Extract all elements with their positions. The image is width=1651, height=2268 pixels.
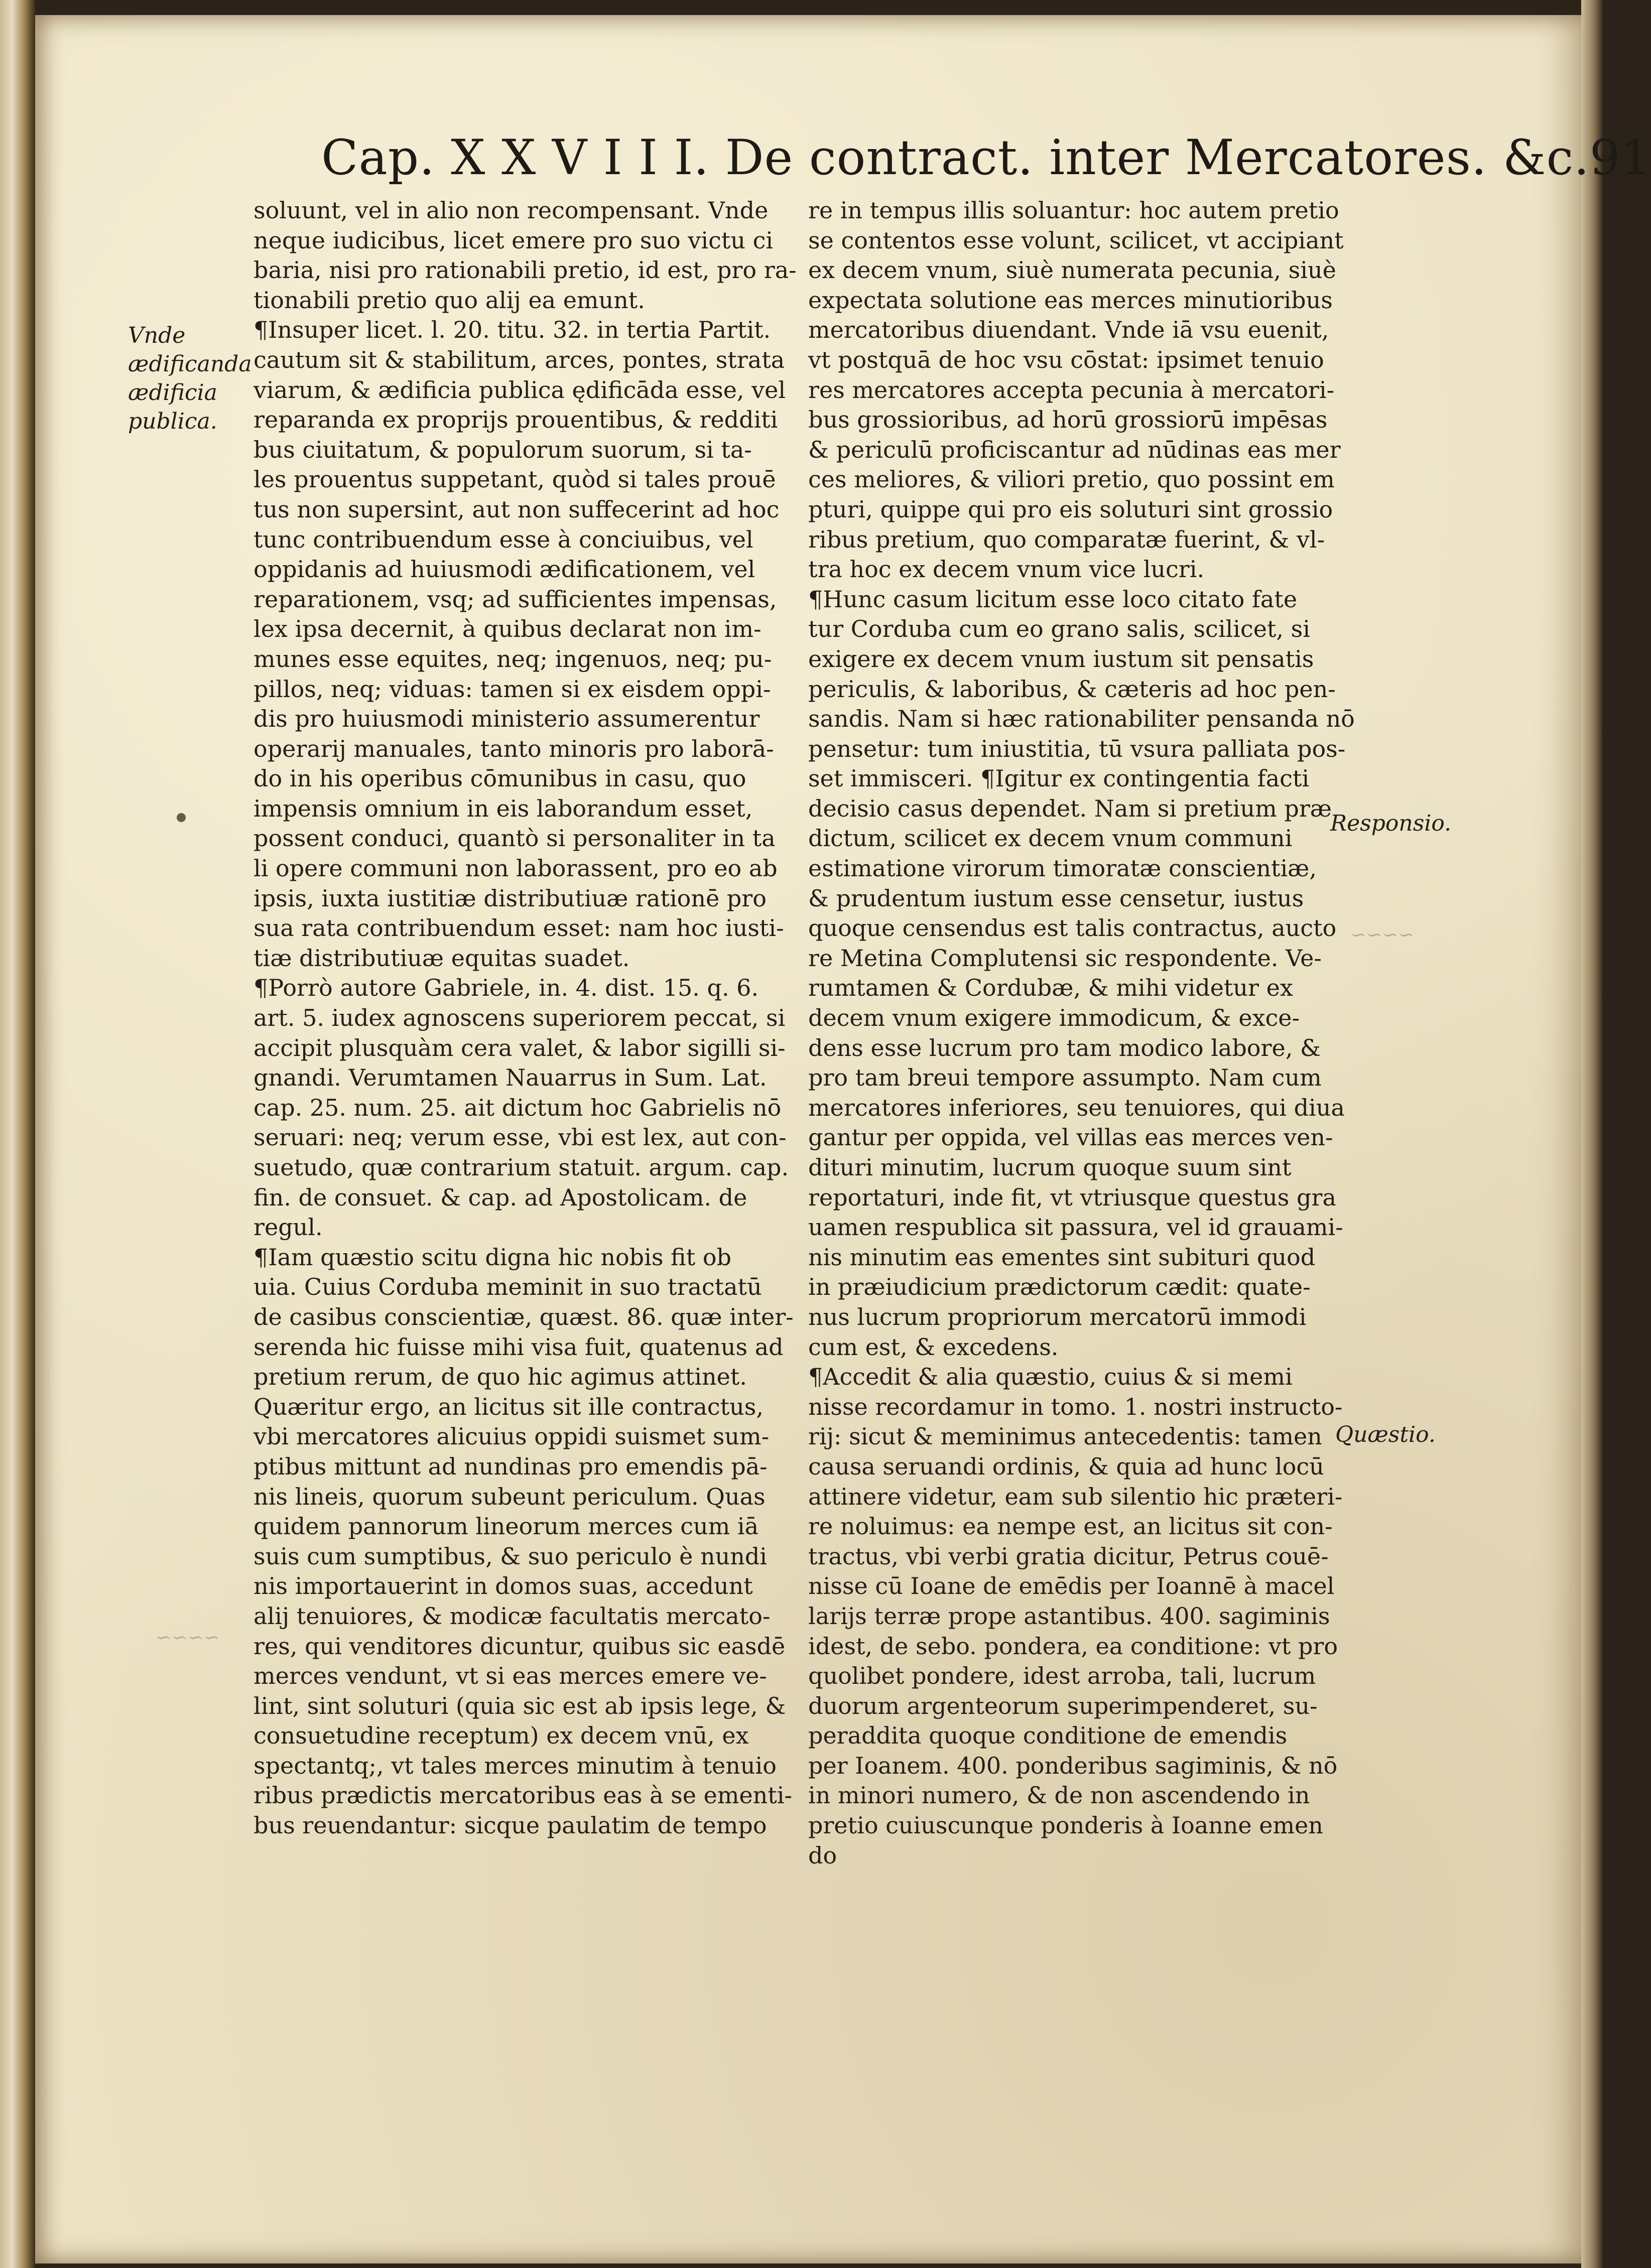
- text-line: bus grossioribus, ad horū grossiorū impēsas: [808, 406, 1328, 434]
- text-line: ribus pretium, quo comparatæ fuerint, & vl-: [808, 525, 1325, 553]
- text-line: pillos, neq; viduas: tamen si ex eisdem oppi-: [253, 675, 771, 703]
- text-line: ¶Insuper licet. l. 20. titu. 32. in tertia Partit.: [253, 316, 771, 344]
- text-line: in minori numero, & de non ascendendo in: [808, 1782, 1310, 1809]
- text-line: rij: sicut & meminimus antecedentis: tamen: [808, 1423, 1322, 1450]
- text-line: quoque censendus est talis contractus, aucto: [808, 914, 1337, 942]
- text-line: reportaturi, inde fit, vt vtriusque questus gra: [808, 1183, 1336, 1211]
- text-line: accipit plusquàm cera valet, & labor sigilli si-: [253, 1034, 786, 1061]
- running-head: Cap. X X V I I I. De contract. inter Mercatores. &c.: [321, 129, 1590, 186]
- text-line: li opere communi non laborassent, pro eo ab: [253, 855, 778, 882]
- text-line: baria, nisi pro rationabili pretio, id est, pro ra-: [253, 256, 797, 284]
- text-line: nis lineis, quorum subeunt periculum. Quas: [253, 1483, 766, 1510]
- text-line: sua rata contribuendum esset: nam hoc iusti-: [253, 914, 784, 942]
- text-line: pretium rerum, de quo hic agimus attinet.: [253, 1363, 747, 1391]
- text-line: causa seruandi ordinis, & quia ad hunc locū: [808, 1452, 1324, 1480]
- ink-offset-mark: ~~~~: [156, 1626, 220, 1648]
- text-line: se contentos esse volunt, scilicet, vt accipiant: [808, 226, 1344, 254]
- text-line: & prudentum iustum esse censetur, iustus: [808, 884, 1304, 912]
- text-line: estimatione virorum timoratæ conscientiæ,: [808, 855, 1317, 882]
- text-line: tiæ distributiuæ equitas suadet.: [253, 944, 630, 972]
- text-line: ces meliores, & viliori pretio, quo possint em: [808, 466, 1335, 493]
- text-line: quidem pannorum lineorum merces cum iā: [253, 1513, 759, 1540]
- text-line: bus ciuitatum, & populorum suorum, si ta-: [253, 436, 752, 463]
- text-line: dens esse lucrum pro tam modico labore, &: [808, 1034, 1321, 1061]
- text-line: peraddita quoque conditione de emendis: [808, 1722, 1288, 1750]
- text-line: gnandi. Verumtamen Nauarrus in Sum. Lat.: [253, 1064, 767, 1092]
- text-line: do: [808, 1841, 837, 1869]
- text-line: vbi mercatores alicuius oppidi suismet sum-: [253, 1423, 770, 1450]
- text-line: tractus, vbi verbi gratia dicitur, Petrus couē-: [808, 1542, 1329, 1570]
- text-line: spectantq;, vt tales merces minutim à tenuio: [253, 1752, 777, 1779]
- text-line: expectata solutione eas merces minutioribus: [808, 286, 1333, 314]
- text-line: lex ipsa decernit, à quibus declarat non im-: [253, 615, 761, 643]
- text-line: re in tempus illis soluantur: hoc autem pretio: [808, 197, 1339, 224]
- text-line: seruari: neq; verum esse, vbi est lex, aut con-: [253, 1124, 787, 1151]
- text-line: cap. 25. num. 25. ait dictum hoc Gabrielis nō: [253, 1094, 782, 1121]
- text-line: reparanda ex proprijs prouentibus, & redditi: [253, 406, 778, 434]
- text-line: nus lucrum propriorum mercatorū immodi: [808, 1303, 1307, 1330]
- text-line: dituri minutim, lucrum quoque suum sint: [808, 1154, 1292, 1181]
- text-line: pretio cuiuscunque ponderis à Ioanne emen: [808, 1812, 1323, 1839]
- text-line: pturi, quippe qui pro eis soluturi sint grossio: [808, 495, 1333, 523]
- text-line: serenda hic fuisse mihi visa fuit, quatenus ad: [253, 1333, 784, 1361]
- text-line: ¶Iam quæstio scitu digna hic nobis fit ob: [253, 1243, 731, 1271]
- text-line: do in his operibus cōmunibus in casu, quo: [253, 765, 746, 792]
- text-line: quolibet pondere, idest arroba, tali, lucrum: [808, 1662, 1316, 1690]
- text-line: consuetudine receptum) ex decem vnū, ex: [253, 1722, 749, 1750]
- text-line: bus reuendantur: sicque paulatim de tempo: [253, 1812, 767, 1839]
- text-line: per Ioanem. 400. ponderibus sagiminis, & nō: [808, 1752, 1338, 1779]
- text-line: vt postquā de hoc vsu cōstat: ipsimet tenuio: [808, 346, 1324, 373]
- text-line: re noluimus: ea nempe est, an licitus sit con-: [808, 1513, 1333, 1540]
- text-line: alij tenuiores, & modicæ facultatis mercato-: [253, 1602, 771, 1630]
- text-line: pro tam breui tempore assumpto. Nam cum: [808, 1064, 1322, 1092]
- text-line: fin. de consuet. & cap. ad Apostolicam. de: [253, 1183, 747, 1211]
- folio-number: 91: [1589, 129, 1651, 186]
- text-line: nis importauerint in domos suas, accedunt: [253, 1572, 753, 1600]
- text-line: nis minutim eas ementes sint subituri quod: [808, 1243, 1316, 1271]
- text-line: impensis omnium in eis laborandum esset,: [253, 794, 753, 822]
- text-line: les prouentus suppetant, quòd si tales prouē: [253, 466, 776, 493]
- text-line: ¶Hunc casum licitum esse loco citato fate: [808, 585, 1298, 613]
- margin-note: Vnde ædificanda ædificia publica.: [128, 323, 252, 434]
- text-line: Quæritur ergo, an licitus sit ille contractus,: [253, 1393, 764, 1420]
- text-line: larijs terræ prope astantibus. 400. sagiminis: [808, 1602, 1330, 1630]
- text-line: decem vnum exigere immodicum, & exce-: [808, 1004, 1300, 1032]
- text-line: ex decem vnum, siuè numerata pecunia, siuè: [808, 256, 1336, 284]
- text-line: ipsis, iuxta iustitiæ distributiuæ rationē pro: [253, 884, 767, 912]
- text-line: suis cum sumptibus, & suo periculo è nundi: [253, 1542, 768, 1570]
- text-line: operarij manuales, tanto minoris pro laborā-: [253, 735, 774, 762]
- text-line: decisio casus dependet. Nam si pretium præ: [808, 794, 1332, 822]
- right-text-column: [808, 196, 1355, 1871]
- text-line: in præiudicium prædictorum cædit: quate-: [808, 1273, 1311, 1301]
- text-line: mercatoribus diuendant. Vnde iā vsu euenit,: [808, 316, 1329, 344]
- text-line: dictum, scilicet ex decem vnum communi: [808, 825, 1293, 852]
- text-line: tunc contribuendum esse à conciuibus, vel: [253, 525, 753, 553]
- text-line: art. 5. iudex agnoscens superiorem peccat, si: [253, 1004, 786, 1032]
- text-line: re Metina Complutensi sic respondente. Ve-: [808, 944, 1322, 972]
- text-line: rumtamen & Cordubæ, & mihi videtur ex: [808, 974, 1293, 1002]
- text-line: attinere videtur, eam sub silentio hic præteri-: [808, 1483, 1343, 1510]
- text-line: tionabili pretio quo alij ea emunt.: [253, 286, 645, 314]
- text-line: possent conduci, quantò si personaliter in ta: [253, 825, 776, 852]
- text-line: cum est, & excedens.: [808, 1333, 1059, 1361]
- text-line: suetudo, quæ contrarium statuit. argum. cap.: [253, 1154, 789, 1181]
- text-line: mercatores inferiores, seu tenuiores, qui diua: [808, 1094, 1345, 1121]
- text-line: tur Corduba cum eo grano salis, scilicet, si: [808, 615, 1310, 643]
- text-line: de casibus conscientiæ, quæst. 86. quæ inter-: [253, 1303, 794, 1330]
- text-line: oppidanis ad huiusmodi ædificationem, vel: [253, 556, 755, 583]
- text-line: lint, sint soluturi (quia sic est ab ipsis lege, &: [253, 1692, 786, 1719]
- text-line: sandis. Nam si hæc rationabiliter pensanda nō: [808, 705, 1355, 733]
- page-header: [321, 125, 1651, 186]
- left-text-column: [253, 196, 797, 1841]
- text-line: nisse recordamur in tomo. 1. nostri instructo-: [808, 1393, 1343, 1420]
- text-line: nisse cū Ioane de emēdis per Ioannē à macel: [808, 1572, 1335, 1600]
- text-line: munes esse equites, neq; ingenuos, neq; pu-: [253, 645, 772, 673]
- text-line: cautum sit & stabilitum, arces, pontes, strata: [253, 346, 785, 373]
- text-line: neque iudicibus, licet emere pro suo victu ci: [253, 226, 774, 254]
- text-line: uamen respublica sit passura, vel id grauami-: [808, 1214, 1343, 1241]
- text-line: soluunt, vel in alio non recompensant. Vnde: [253, 197, 769, 224]
- margin-note: Quæstio.: [1335, 1422, 1436, 1447]
- text-line: res mercatores accepta pecunia à mercatori-: [808, 376, 1335, 404]
- text-line: uia. Cuius Corduba meminit in suo tractatū: [253, 1273, 762, 1301]
- text-line: ribus prædictis mercatoribus eas à se ementi-: [253, 1782, 793, 1809]
- text-line: gantur per oppida, vel villas eas merces ven-: [808, 1124, 1333, 1151]
- text-line: reparationem, vsq; ad sufficientes impensas,: [253, 585, 777, 613]
- text-line: periculis, & laboribus, & cæteris ad hoc pen-: [808, 675, 1336, 703]
- margin-note: Responsio.: [1330, 811, 1452, 836]
- ink-offset-mark: ~~~~: [1350, 923, 1415, 946]
- text-line: exigere ex decem vnum iustum sit pensatis: [808, 645, 1314, 673]
- ink-speck: [177, 813, 186, 822]
- text-line: regul.: [253, 1214, 323, 1241]
- text-line: ptibus mittunt ad nundinas pro emendis pā-: [253, 1452, 768, 1480]
- text-line: set immisceri. ¶Igitur ex contingentia facti: [808, 765, 1310, 792]
- page-edge: [1581, 0, 1602, 2268]
- text-line: ¶Accedit & alia quæstio, cuius & si memi: [808, 1363, 1293, 1391]
- book-spine: [0, 0, 35, 2268]
- text-line: & periculū proficiscantur ad nūdinas eas mer: [808, 436, 1341, 463]
- text-line: viarum, & ædificia publica ędificāda esse, vel: [253, 376, 786, 404]
- text-line: ¶Porrò autore Gabriele, in. 4. dist. 15. q. 6.: [253, 974, 759, 1002]
- text-line: merces vendunt, vt si eas merces emere ve-: [253, 1662, 767, 1690]
- text-line: dis pro huiusmodi ministerio assumerentur: [253, 705, 760, 733]
- text-line: tus non supersint, aut non suffecerint ad hoc: [253, 495, 780, 523]
- text-line: pensetur: tum iniustitia, tū vsura palliata pos-: [808, 735, 1346, 762]
- text-line: idest, de sebo. pondera, ea conditione: vt pro: [808, 1632, 1338, 1660]
- text-line: duorum argenteorum superimpenderet, su-: [808, 1692, 1318, 1719]
- text-line: tra hoc ex decem vnum vice lucri.: [808, 556, 1205, 583]
- text-line: res, qui venditores dicuntur, quibus sic easdē: [253, 1632, 786, 1660]
